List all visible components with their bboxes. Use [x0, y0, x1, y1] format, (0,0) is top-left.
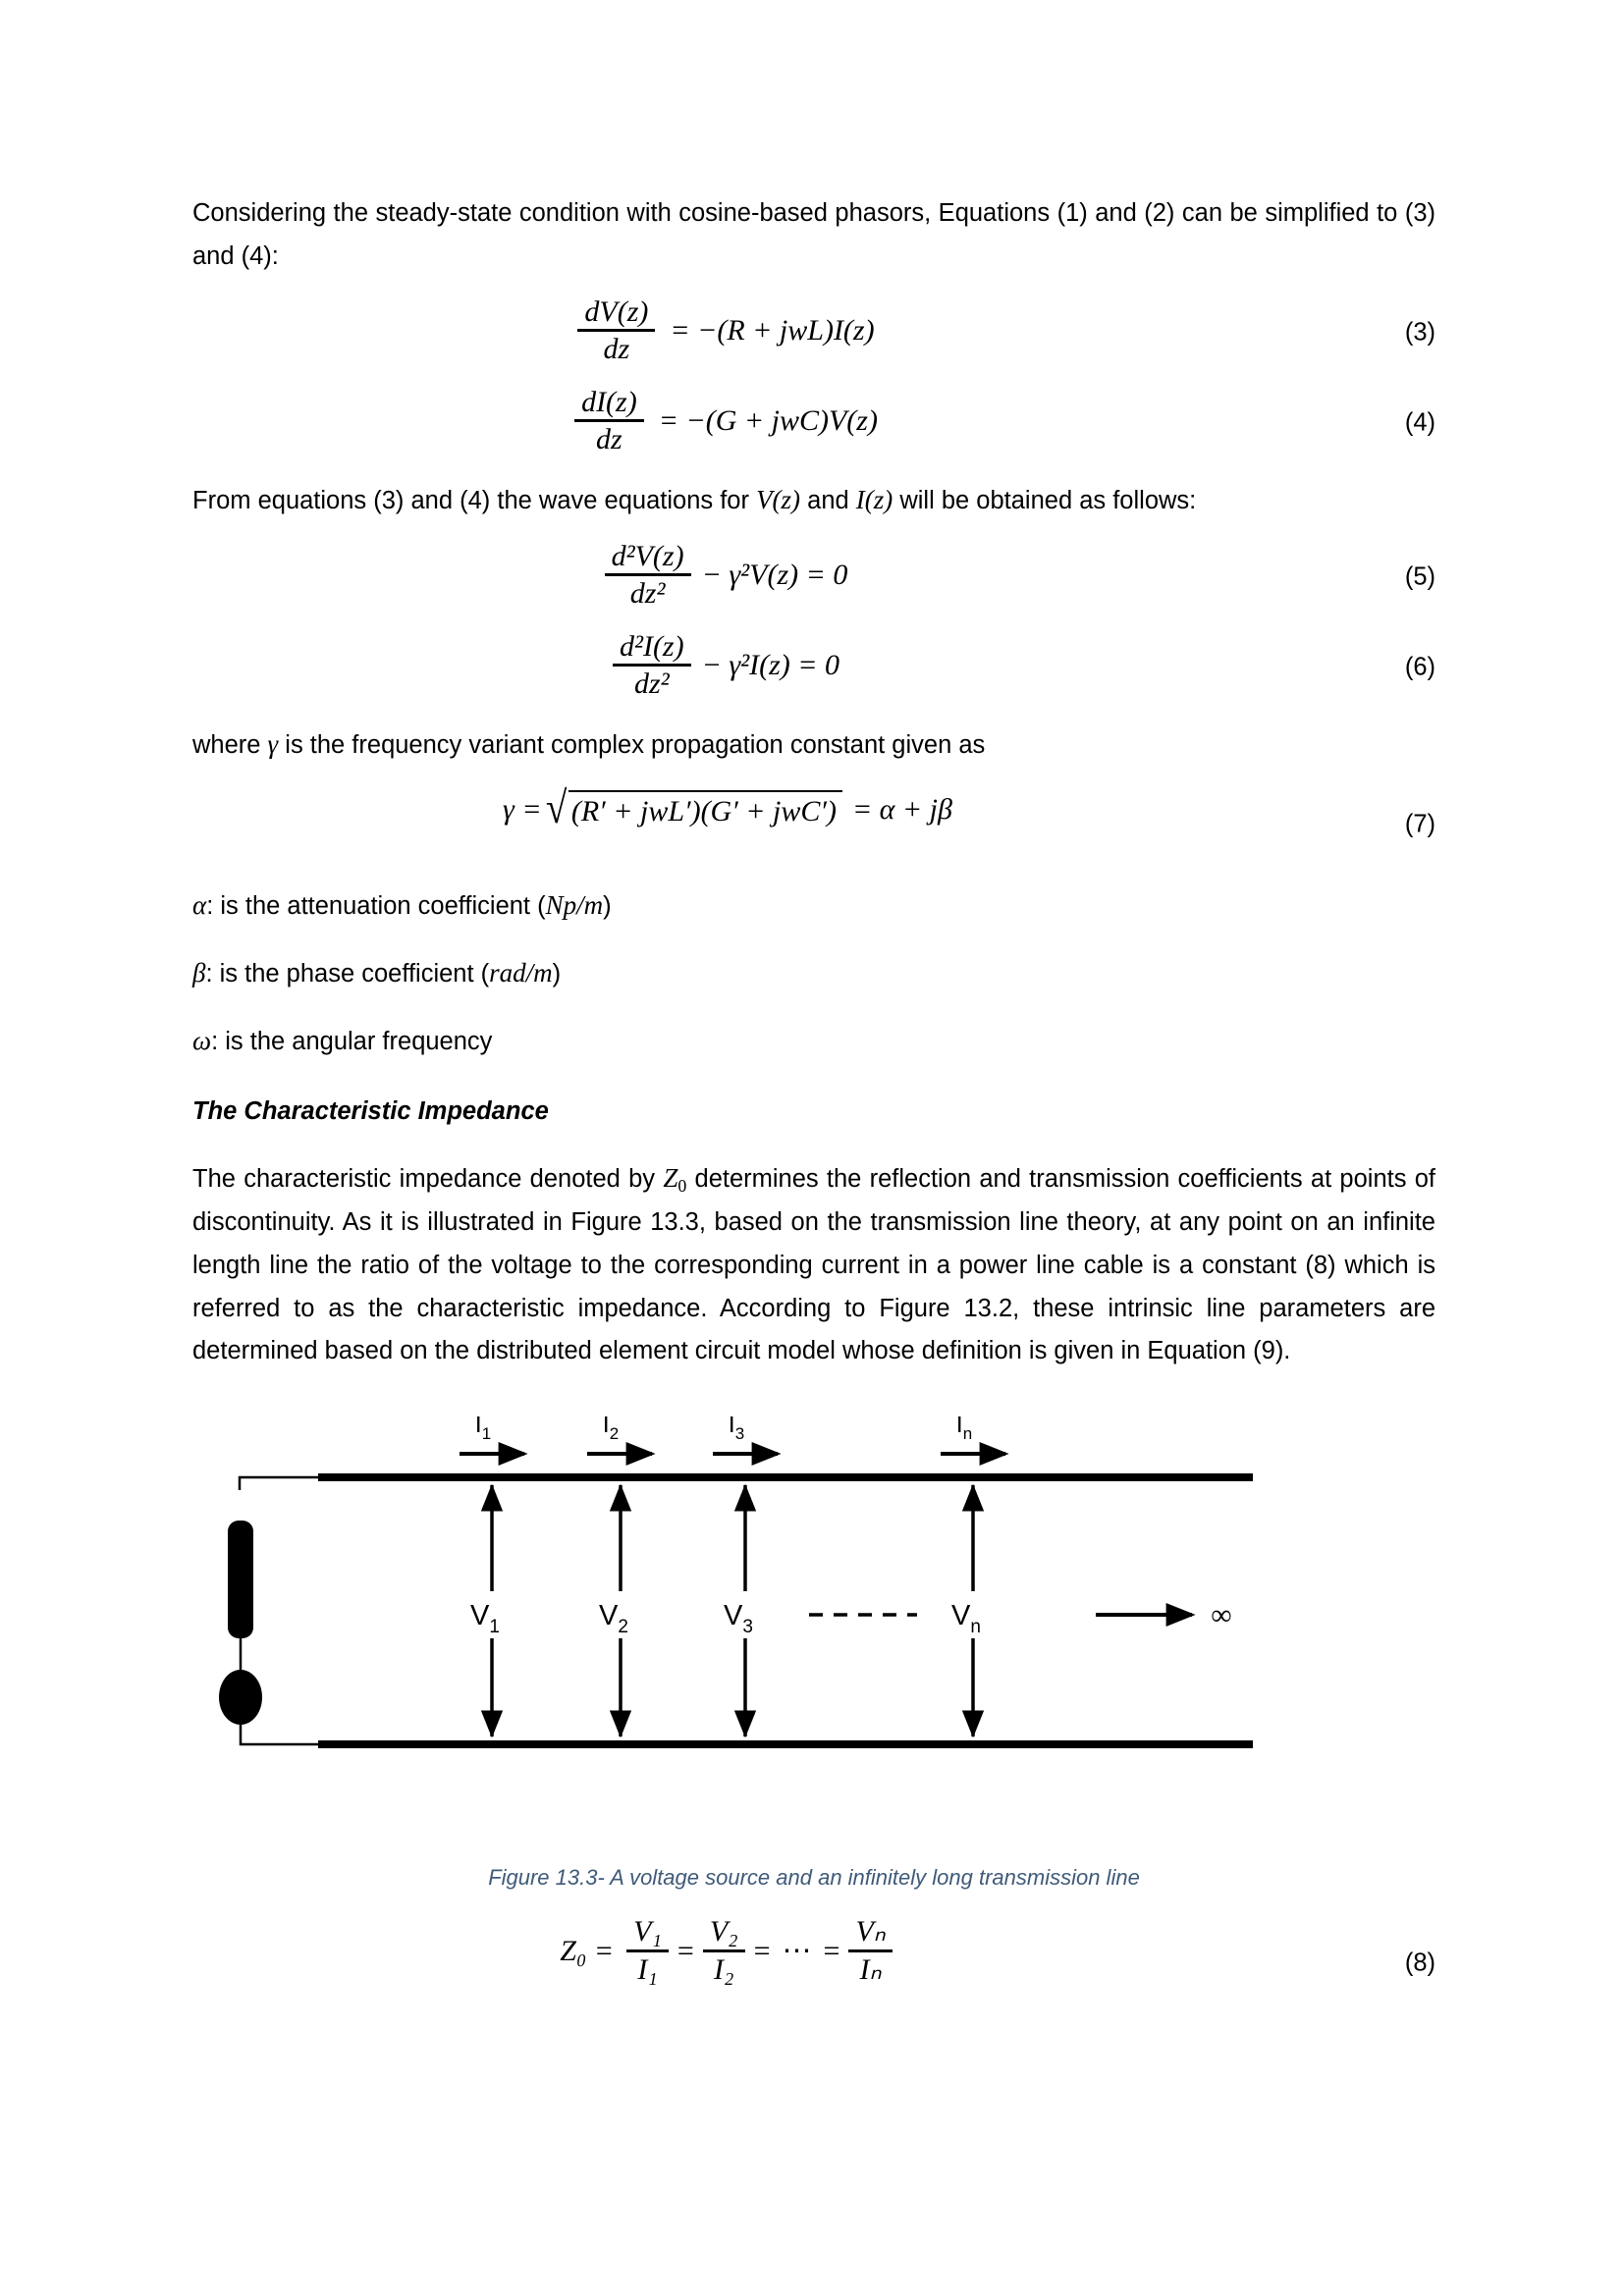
equation-4-numerator: dI(z) — [581, 385, 637, 418]
definition-symbol: α — [192, 890, 207, 921]
paragraph-intro: Considering the steady-state condition with cosine-based phasors, Equations (1) and (2) can be simplified to (3) and (4): — [192, 199, 1435, 270]
equation-7-radicand: (R′ + jwL′)(G′ + jwC′) — [568, 790, 842, 828]
voltage-label-n — [951, 1600, 981, 1637]
definition-unit: Np/m — [545, 890, 604, 921]
symbol-gamma: γ — [267, 728, 279, 759]
equation-6-numerator: d²I(z) — [619, 629, 684, 663]
from-eq-text-c: will be obtained as follows: — [893, 486, 1197, 514]
from-eq-text-a: From equations (3) and (4) the wave equations for — [192, 486, 757, 514]
equation-7-body — [192, 782, 1263, 833]
equation-7-row — [192, 784, 1435, 865]
equation-7-rhs: = α + jβ — [851, 792, 952, 826]
current-label-base: I — [728, 1416, 735, 1439]
equation-3-number: (3) — [1404, 318, 1435, 347]
voltage-label-base: V — [951, 1600, 971, 1632]
equation-7-math — [503, 782, 952, 833]
equation-8-num-1: V₁ — [633, 1915, 662, 1949]
equation-8-fraction-1 — [626, 1916, 669, 1986]
symbol-i-of-z: I(z) — [855, 484, 893, 514]
equation-4-math — [571, 387, 884, 456]
where-gamma-text-a: where — [192, 730, 268, 759]
definition-unit: rad/m — [489, 958, 553, 988]
current-label-n — [956, 1416, 972, 1443]
equation-3-fraction — [577, 296, 655, 366]
equation-5-rhs: − γ²V(z) = 0 — [701, 558, 848, 591]
definition-beta — [192, 950, 1435, 996]
definition-text: : is the phase coefficient ( — [205, 960, 490, 988]
equation-6-row — [192, 631, 1435, 704]
equation-3-body — [192, 296, 1263, 366]
square-root — [544, 782, 842, 833]
voltage-label-sub: 3 — [742, 1617, 753, 1638]
equation-5-numerator: d²V(z) — [611, 539, 684, 572]
equation-8-body — [192, 1916, 1263, 1986]
voltage-label-sub: 1 — [489, 1617, 500, 1638]
figure-caption: Figure 13.3- A voltage source and an infinitely long transmission line — [488, 1865, 1140, 1891]
voltage-label-sub: 2 — [618, 1617, 628, 1638]
current-label-sub: 2 — [609, 1424, 620, 1444]
impedance-text-a: The characteristic impedance denoted by — [192, 1165, 664, 1194]
equation-8-row — [192, 1916, 1435, 2010]
equals-sign: = — [823, 1934, 840, 1967]
definition-text: : is the angular frequency — [211, 1028, 493, 1056]
equation-3-math — [574, 296, 880, 366]
voltage-source-terminal — [219, 1670, 262, 1725]
definition-close: ) — [603, 892, 612, 921]
equation-4-denominator: dz — [596, 423, 623, 456]
equation-6-fraction — [613, 631, 691, 701]
equals-sign: = — [753, 1934, 771, 1967]
current-label-base: I — [602, 1416, 610, 1439]
equation-6-rhs: − γ²I(z) = 0 — [701, 648, 840, 681]
equation-3-denominator: dz — [603, 333, 630, 366]
voltage-label-3 — [724, 1600, 753, 1637]
equation-4-rhs: = −(G + jwC)V(z) — [658, 404, 878, 438]
paragraph-from-equations — [192, 477, 1435, 523]
voltage-label-1 — [470, 1600, 500, 1637]
equation-4-number: (4) — [1404, 408, 1435, 437]
transmission-line-diagram — [192, 1416, 1435, 1839]
symbol-z0-base: Z — [663, 1163, 678, 1194]
definition-symbol: ω — [192, 1026, 212, 1056]
equation-8-lhs: Z₀ = — [560, 1934, 615, 1967]
equation-4-body — [192, 387, 1263, 456]
equation-5-denominator: dz² — [629, 576, 666, 610]
equation-6-number: (6) — [1404, 653, 1435, 681]
equation-5-fraction — [605, 541, 691, 611]
equation-5-body — [192, 541, 1263, 611]
equation-6-denominator: dz² — [633, 667, 670, 700]
voltage-label-base: V — [599, 1600, 619, 1632]
current-label-sub: n — [962, 1424, 973, 1444]
equation-8-fraction-2 — [703, 1916, 745, 1986]
voltage-label-base: V — [470, 1600, 490, 1632]
figure-13-3 — [192, 1416, 1435, 1891]
symbol-z0 — [663, 1163, 687, 1196]
from-eq-text-b: and — [800, 486, 856, 514]
equation-3-rhs: = −(R + jwL)I(z) — [670, 314, 875, 347]
equation-8-ellipsis: ⋯ — [782, 1935, 812, 1968]
equation-7-lhs: γ = — [503, 792, 542, 826]
equals-sign: = — [677, 1934, 694, 1967]
equation-7-number: (7) — [1404, 810, 1435, 838]
equation-5-number: (5) — [1404, 562, 1435, 591]
page-content — [192, 192, 1435, 2028]
equation-8-den-1: I₁ — [637, 1952, 658, 1986]
equation-8-math — [560, 1916, 894, 1986]
voltage-source-body — [228, 1521, 253, 1638]
equation-6-math — [610, 631, 845, 701]
infinity-symbol: ∞ — [1211, 1599, 1232, 1632]
definition-omega — [192, 1018, 1435, 1064]
equation-4-row — [192, 387, 1435, 459]
paragraph-where-gamma — [192, 721, 1435, 768]
current-label-base: I — [955, 1416, 963, 1439]
paragraph-impedance-body — [192, 1155, 1435, 1373]
symbol-z0-sub: 0 — [677, 1176, 687, 1196]
equation-8-den-n: Iₙ — [859, 1952, 882, 1986]
equation-8-den-2: I₂ — [714, 1952, 734, 1986]
equation-8-num-n: Vₙ — [855, 1915, 886, 1949]
symbol-v-of-z: V(z) — [756, 484, 801, 514]
current-label-sub: 3 — [734, 1424, 745, 1444]
equation-8-fraction-n — [848, 1916, 892, 1986]
equation-5-math — [602, 541, 854, 611]
equation-4-fraction — [574, 387, 644, 456]
where-gamma-text-b: is the frequency variant complex propagation constant given as — [278, 730, 986, 759]
equation-8-num-2: V₂ — [709, 1915, 738, 1949]
current-label-sub: 1 — [481, 1424, 492, 1444]
current-label-base: I — [474, 1416, 482, 1439]
section-heading: The Characteristic Impedance — [192, 1097, 549, 1126]
equation-6-body — [192, 631, 1263, 701]
current-label-2 — [603, 1416, 619, 1443]
definition-alpha — [192, 882, 1435, 929]
equation-3-row — [192, 296, 1435, 369]
definition-symbol: β — [192, 958, 206, 988]
equation-3-numerator: dV(z) — [584, 294, 649, 328]
radical-icon: √ — [545, 782, 567, 833]
voltage-label-sub: n — [970, 1617, 981, 1638]
current-label-3 — [729, 1416, 744, 1443]
voltage-label-2 — [599, 1600, 628, 1637]
equation-8-number: (8) — [1404, 1949, 1435, 1977]
impedance-text-b: determines the reflection and transmission coefficients at points of discontinuity. As it is illustrated in Figure 13.3, based on the transmission line theory, at any point on an infinite length line the ratio of the voltage to the corresponding current in a power line cable is a constant (8) which is referred to as the characteristic impedance. According to Figure 13.2, these intrinsic line parameters are determined based on the distributed element circuit model whose definition is given in Equation (9). — [192, 1165, 1435, 1365]
definition-close: ) — [552, 960, 562, 988]
voltage-label-base: V — [724, 1600, 743, 1632]
equation-5-row — [192, 541, 1435, 614]
definition-text: : is the attenuation coefficient ( — [206, 892, 546, 921]
current-label-1 — [475, 1416, 491, 1443]
